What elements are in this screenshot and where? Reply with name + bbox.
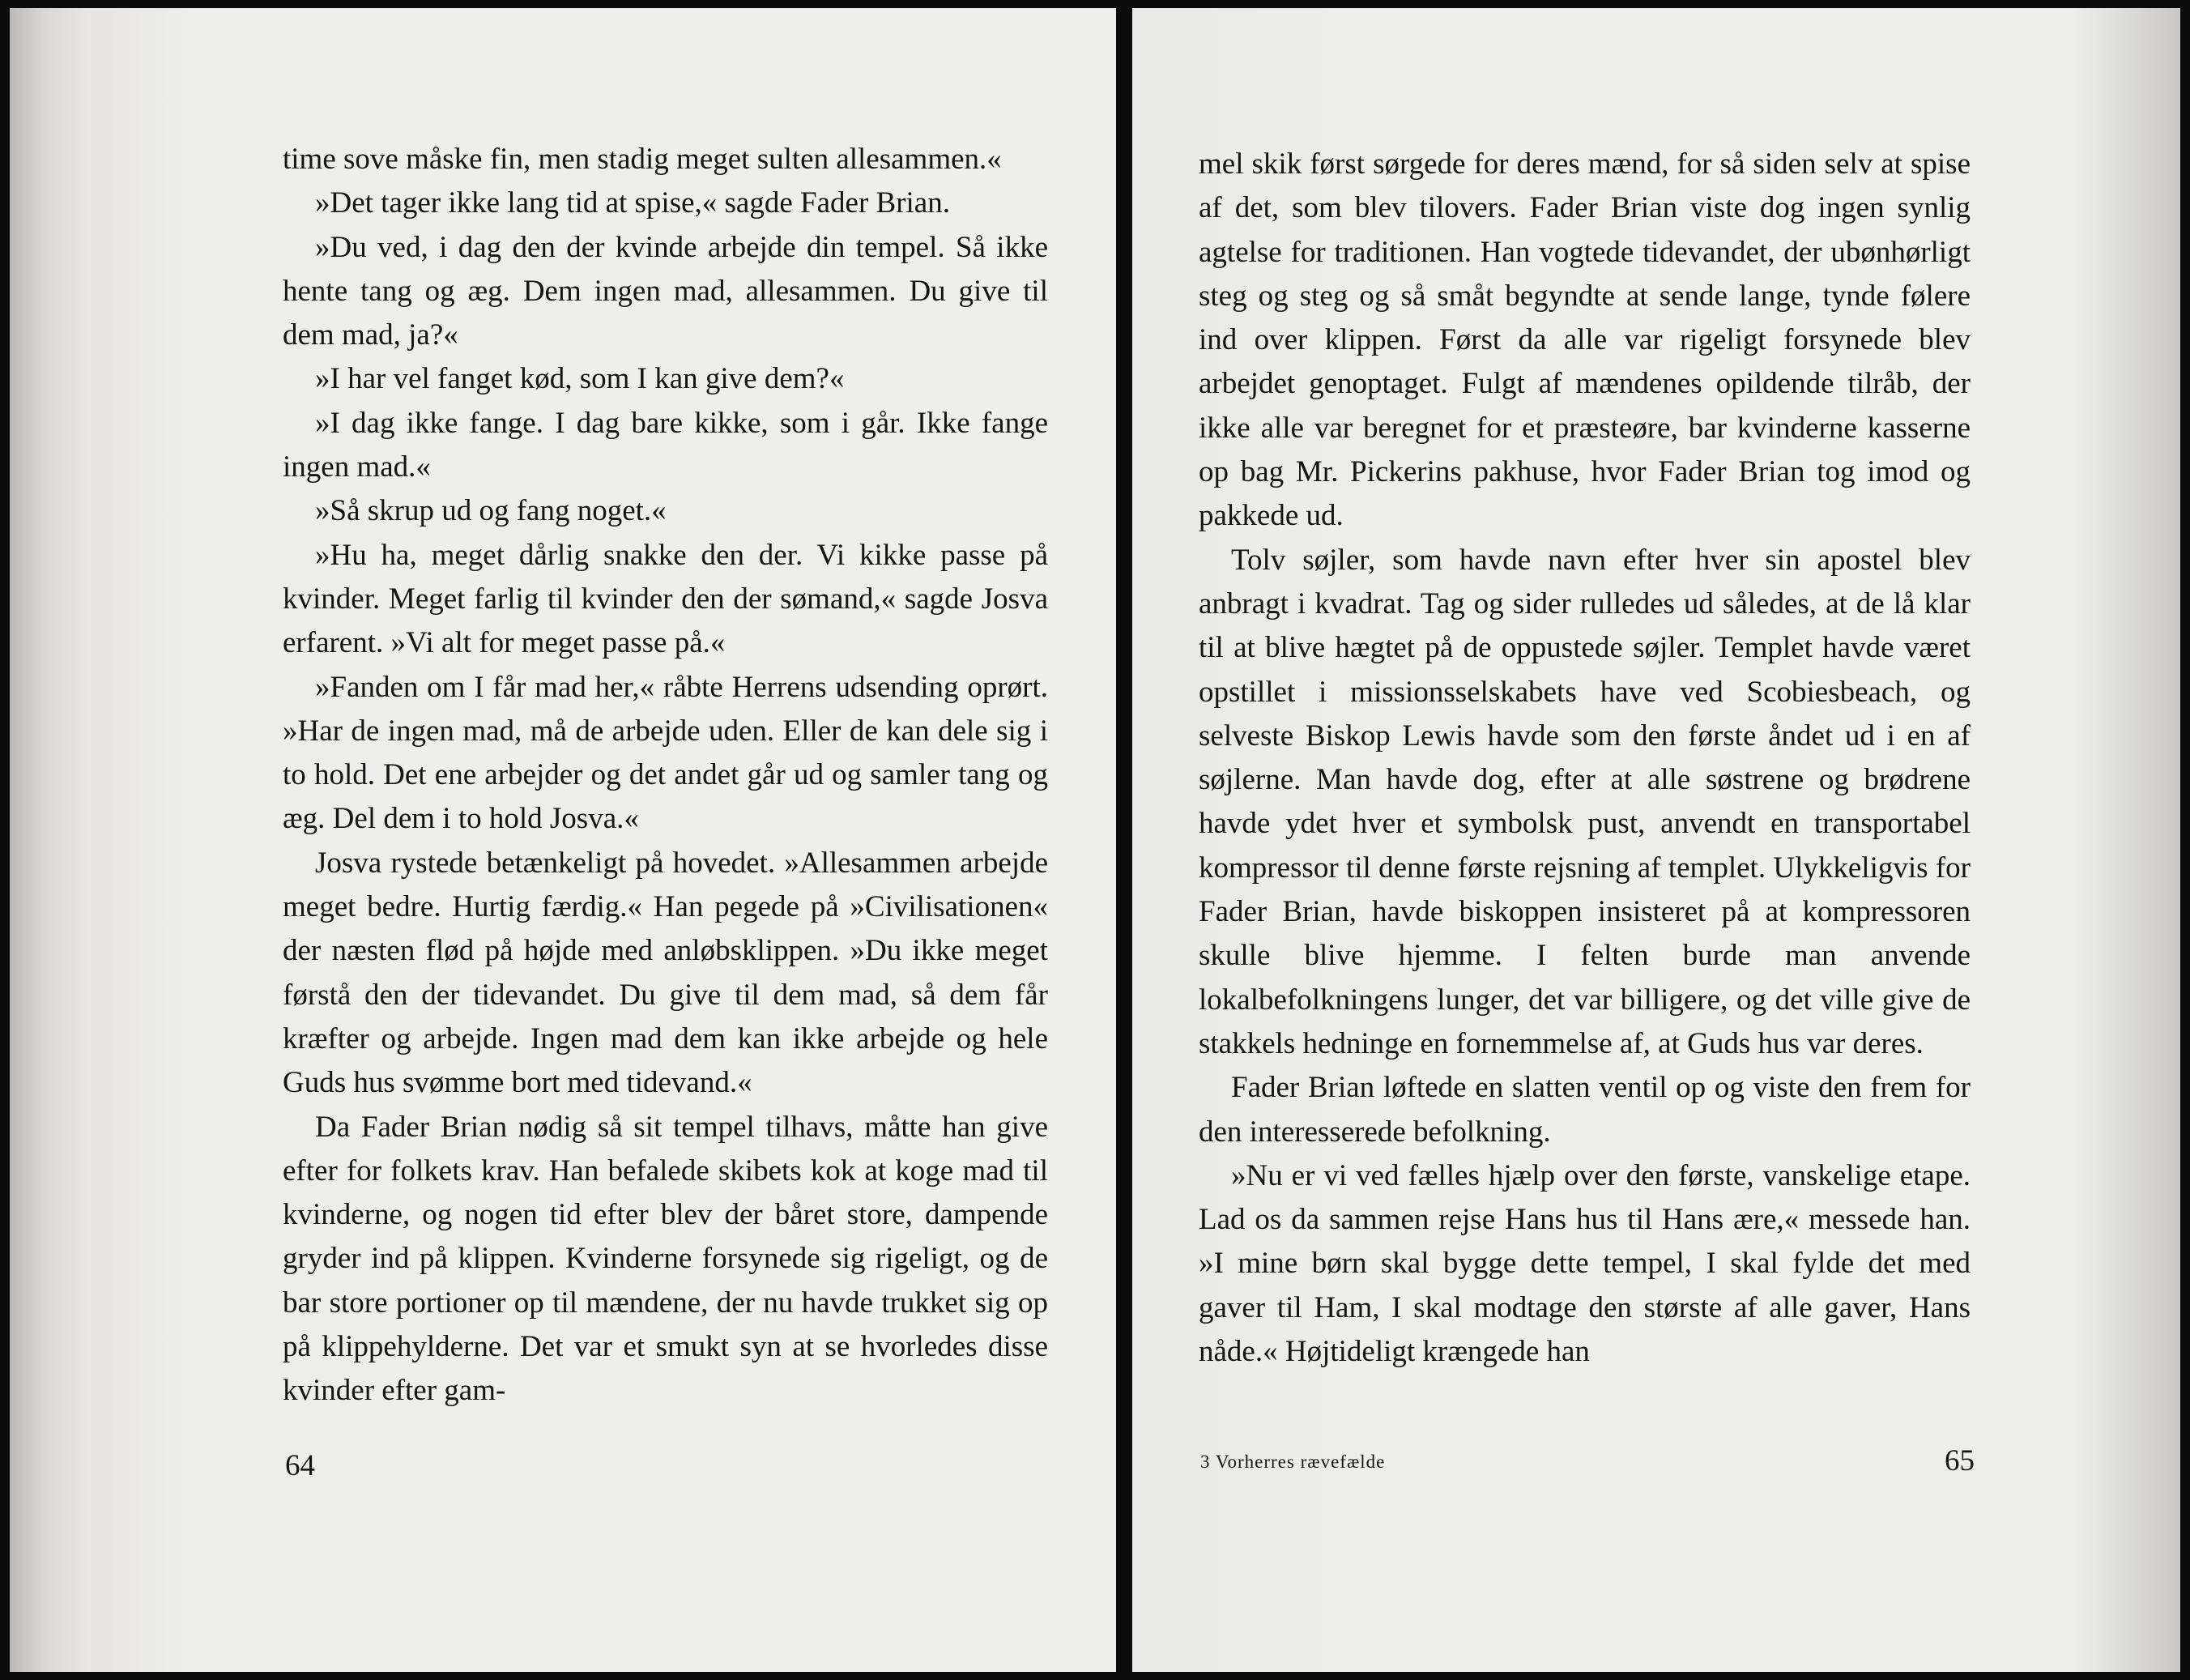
paragraph: »I har vel fanget kød, som I kan give dem?« xyxy=(315,362,845,396)
paragraph: »Du ved, i dag den der kvinde arbejde din tempel. Så ikke hente tang og æg. Dem ingen mad, allesammen. Du give til dem mad, ja?« xyxy=(283,230,1048,352)
paragraph: Josva rystede betænkeligt på hovedet. »Allesammen arbejde meget bedre. Hurtig færdig.« Han pegede på »Civilisationen« der næsten flød på højde med anløbsklippen. »Du ikke meget førstå den der tidevandet. Du give til dem mad, så dem får kræfter og arbejde. Ingen mad dem kan ikke arbejde og hele Guds hus svømme bort med tidevand.« xyxy=(283,846,1048,1100)
right-page xyxy=(1132,8,2180,1672)
page-number-left: 64 xyxy=(285,1449,315,1482)
right-page-text xyxy=(1199,143,1971,1374)
paragraph: »Hu ha, meget dårlig snakke den der. Vi kikke passe på kvinder. Meget farlig til kvinder den der sømand,« sagde Josva erfarent. »Vi alt for meget passe på.« xyxy=(283,538,1048,660)
paragraph: »Så skrup ud og fang noget.« xyxy=(315,494,667,528)
paragraph: »I dag ikke fange. I dag bare kikke, som i går. Ikke fange ingen mad.« xyxy=(283,406,1048,484)
left-page-text xyxy=(283,138,1048,1414)
signature-mark: 3 Vorherres rævefælde xyxy=(1200,1452,1386,1472)
left-page xyxy=(10,8,1116,1672)
paragraph: Fader Brian løftede en slatten ventil op og viste den frem for den interesserede befolkning. xyxy=(1199,1071,1971,1149)
page-number-right: 65 xyxy=(1945,1444,1975,1477)
paragraph: time sove måske fin, men stadig meget sulten allesammen.« xyxy=(283,143,1002,176)
paragraph: »Fanden om I får mad her,« råbte Herrens udsending oprørt. »Har de ingen mad, må de arbejde uden. Eller de kan dele sig i to hold. Det ene arbejder og det andet går ud og samler tang og æg. Del dem i to hold Josva.« xyxy=(283,670,1048,836)
paragraph: »Det tager ikke lang tid at spise,« sagde Fader Brian. xyxy=(315,186,950,220)
paragraph: »Nu er vi ved fælles hjælp over den første, vanskelige etape. Lad os da sammen rejse Hans hus til Hans ære,« messede han. »I mine børn skal bygge dette tempel, I skal fylde det med gaver til Ham, I skal modtage den største af alle gaver, Hans nåde.« Højtideligt krængede han xyxy=(1199,1158,1971,1369)
paragraph: mel skik først sørgede for deres mænd, for så siden selv at spise af det, som blev tilovers. Fader Brian viste dog ingen synlig agtelse for traditionen. Han vogtede tidevandet, der ubønhørligt steg og steg og så småt begyndte at sende lange, tynde følere ind over klippen. Først da alle var rigeligt forsynede blev arbejdet genoptaget. Fulgt af mændenes opildende tilråb, der ikke alle var beregnet for et præsteøre, bar kvinderne kasserne op bag Mr. Pickerins pakhuse, hvor Fader Brian tog imod og pakkede ud. xyxy=(1199,147,1971,533)
paragraph: Da Fader Brian nødig så sit tempel tilhavs, måtte han give efter for folkets krav. Han befalede skibets kok at koge mad til kvinderne, og nogen tid efter blev der båret store, dampende gryder ind på klippen. Kvinderne forsynede sig rigeligt, og de bar store portioner op til mændene, der nu havde trukket sig op på klippehylderne. Det var et smukt syn at se hvorledes disse kvinder efter gam- xyxy=(283,1110,1048,1408)
paragraph: Tolv søjler, som havde navn efter hver sin apostel blev anbragt i kvadrat. Tag og sider rulledes ud således, at de lå klar til at blive hægtet på de oppustede søjler. Templet havde været opstillet i missionsselskabets have ved Scobiesbeach, og selveste Biskop Lewis havde som den første åndet ud i en af søjlerne. Man havde dog, efter at alle søstrene og brødrene havde ydet hver et symbolsk pust, anvendt en transportabel kompressor til denne første rejsning af templet. Ulykkeligvis for Fader Brian, havde biskoppen insisteret på at kompressoren skulle blive hjemme. I felten burde man anvende lokalbefolkningens lunger, det var billigere, og det ville give de stakkels hedninge en fornemmelse af, at Guds hus var deres. xyxy=(1199,543,1971,1060)
